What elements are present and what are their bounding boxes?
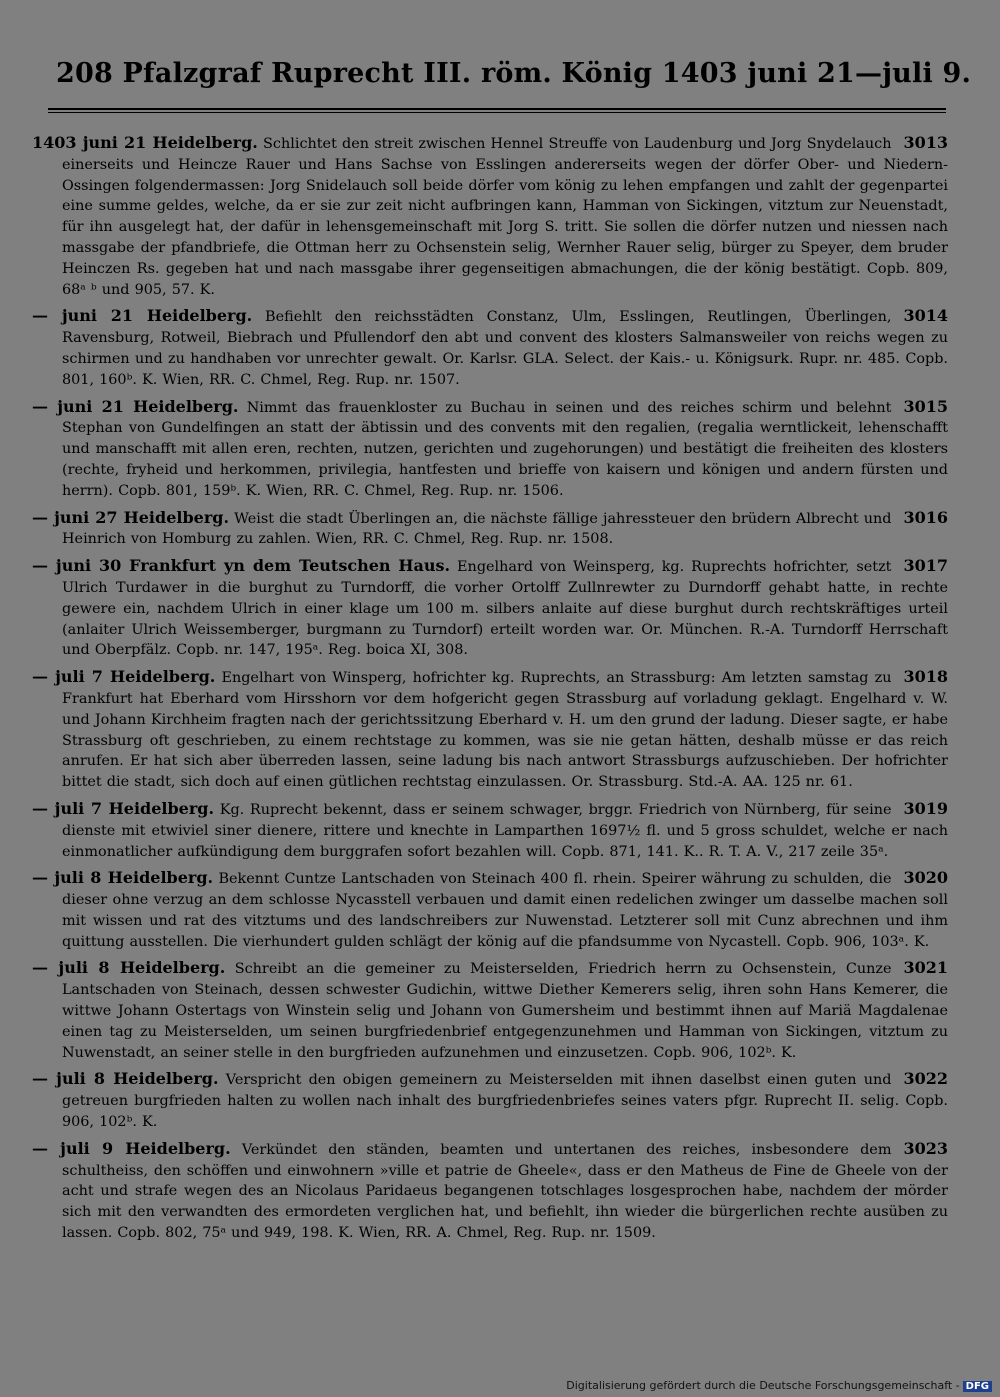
regest-text: Verspricht den obigen gemeinern zu Meisterselden mit ihnen daselbst einen guten und getreuen burgfrieden halten zu wollen nach inhalt des burgfriedenbriefes seines vaters pfgr. Ruprecht II. selig. Copb. 906, 102ᵇ. K. — [62, 1072, 948, 1131]
regest-date-place: — juli 8 Heidelberg. — [32, 958, 226, 978]
regest-number: 3018 — [903, 667, 948, 687]
regest-entry — [32, 556, 948, 661]
regest-number: 3019 — [903, 798, 948, 818]
regest-entry — [32, 799, 948, 862]
regest-number: 3013 — [903, 133, 948, 152]
regest-text: Befiehlt den reichsstädten Constanz, Ulm, Esslingen, Reutlingen, Überlingen, Ravensburg, Rotweil, Biebrach und Pfullendorf den abt und convent des klosters Salmansweiler von reichs wegen zu schirmen und zu handhaben vor unrechter gewalt. Or. Karlsr. GLA. Select. der Kais.- u. Königsurk. Rupr. nr. 485. Copb. 801, 160ᵇ. K. Wien, RR. C. Chmel, Reg. Rup. nr. 1507. — [62, 309, 948, 388]
regest-entry — [32, 1139, 948, 1244]
regest-text: Nimmt das frauenkloster zu Buchau in seinen und des reiches schirm und belehnt Stephan von Gundelfingen an statt der äbtissin und des convents mit den regalien, (regalia werntlickeit, lehenschafft und manschafft mit allen eren, rechten, nutzen, gerichten und zugehorungen) und bestätigt die freiheiten des klosters (rechte, fryheid und herkommen, privilegia, hantfesten und brieffe von kaisern und königen und andern fürsten und herrn). Copb. 801, 159ᵇ. K. Wien, RR. C. Chmel, Reg. Rup. nr. 1506. — [62, 399, 948, 499]
regest-number: 3015 — [903, 396, 948, 416]
regest-number: 3022 — [903, 1069, 948, 1089]
regest-date-place: — juli 8 Heidelberg. — [32, 1069, 219, 1089]
regest-date-place: — juni 21 Heidelberg. — [32, 396, 239, 416]
regest-date-place: — juli 7 Heidelberg. — [32, 798, 215, 818]
funding-note: Digitalisierung gefördert durch die Deutsche Forschungsgemeinschaft - — [566, 1379, 960, 1392]
regest-date-place: — juni 27 Heidelberg. — [32, 507, 230, 527]
regest-text: Schreibt an die gemeiner zu Meisterselden, Friedrich herrn zu Ochsenstein, Cunze Lantschaden von Steinach, dessen schwester Gudichin, wittwe Diether Kemerers selig, ihren sohn Hans Kemerer, die wittwe Johann Ostertags von Winstein selig und Johann von Gumersheim und bestimmt ihnen auf Mariä Magdalenae einen tag zu Meisterselden, um seinen burgfriedenbrief entgegenzunehmen und Hamman von Sickingen, vitztum zu Nuwenstadt, an seiner stelle in den burgfrieden aufzunehmen und einzusetzen. Copb. 906, 102ᵇ. K. — [62, 961, 948, 1061]
regest-number: 3023 — [903, 1138, 948, 1158]
regest-entry — [32, 397, 948, 502]
regest-text: Engelhart von Winsperg, hofrichter kg. Ruprechts, an Strassburg: Am letzten samstag zu Frankfurt hat Eberhard vom Hirsshorn vor dem hofgericht gegen Strassburg auf vorladung geklagt. Engelhard v. W. und Johann Kirchheim fragten nach der gerichtssitzung Eberhard v. H. um den grund der ladung. Dieser sagte, er habe Strassburg oft geschrieben, zu einem rechtstage zu kommen, was sie nie getan hätten, deshalb müsse er das reich anrufen. Er hat sich aber überreden lassen, seine ladung bis nach antwort Strassburgs aufzuschieben. Der hofrichter bittet die stadt, sich doch auf einen gütlichen rechtstag einzulassen. Or. Strassburg. Std.-A. AA. 125 nr. 61. — [62, 670, 948, 791]
regest-text: Engelhard von Weinsperg, kg. Ruprechts hofrichter, setzt Ulrich Turdawer in die burghut zu Turndorff, die vorher Ortolff Zullnrewter zu Durndorff gehabt hatte, in rechte gewere ein, nachdem Ulrich in einer klage um 100 m. silbers anlaite auf diese burghut durch rechtskräftiges urteil (anlaiter Ulrich Weissemberger, burgmann zu Turndorf) erteilt worden war. Or. München. R.-A. Turndorff Herrschaft und Oberpfälz. Copb. nr. 147, 195ᵃ. Reg. boica XI, 308. — [62, 559, 948, 659]
regest-text: Schlichtet den streit zwischen Hennel Streuffe von Laudenburg und Jorg Snydelauch einerseits und Heincze Rauer und Hans Sachse von Esslingen andererseits wegen der dörfer Ober- und Niedern-Ossingen folgendermassen: Jorg Snidelauch soll beide dörfer vom könig zu lehen empfangen und zahlt der gegenpartei eine summe geldes, welche, da er sie zur zeit nicht aufbringen kann, Hamman von Sickingen, vitztum zur Neuenstadt, für ihn ausgelegt hat, der dafür in lehensgemeinschaft mit Jorg S. tritt. Sie sollen die dörfer nutzen und niessen nach massgabe der pfandbriefe, die Ottman herr zu Ochsenstein selig, Wernher Rauer selig, bürger zu Speyer, dem bruder Heinczen Rs. gegeben hat und nach massgabe ihrer gegenseitigen abmachungen, die der könig bestätigt. Copb. 809, 68ᵃ ᵇ und 905, 57. K. — [62, 136, 948, 298]
regest-date-place: 1403 juni 21 Heidelberg. — [32, 133, 258, 152]
page-title: 208 Pfalzgraf Ruprecht III. röm. König 1403 juni 21—juli 9. — [56, 58, 972, 89]
regest-entry — [32, 1069, 948, 1132]
regest-entry — [32, 508, 948, 551]
regest-text: Verkündet den ständen, beamten und untertanen des reiches, insbesondere dem schultheiss, den schöffen und einwohnern »ville et patrie de Gheele«, dass er den Matheus de Fine de Gheele von der acht und strafe wegen des an Nicolaus Paridaeus begangenen totschlages losgesprochen habe, nachdem der mörder sich mit den verwandten des ermordeten verglichen hat, und befiehlt, ihn wieder die bürgerlichen rechte ausüben zu lassen. Copb. 802, 75ᵃ und 949, 198. K. Wien, RR. A. Chmel, Reg. Rup. nr. 1509. — [62, 1141, 948, 1242]
regest-number: 3016 — [903, 507, 948, 527]
regest-entry — [32, 868, 948, 952]
regest-number: 3020 — [903, 868, 948, 888]
regest-date-place: — juni 30 Frankfurt yn dem Teutschen Haus. — [32, 556, 451, 576]
regest-entry — [32, 958, 948, 1063]
regest-entry — [32, 667, 948, 793]
dfg-logo: DFG — [963, 1381, 992, 1392]
regest-text: Bekennt Cuntze Lantschaden von Steinach 400 fl. rhein. Speirer währung zu schulden, die dieser ohne verzug an dem schlosse Nycasstell verbauen und damit einen redelichen zwinger um dasselbe machen soll mit wissen und rat des vitztums und des landschreibers zur Nuwenstad. Letzterer soll mit Cunz abrechnen und ihm quittung ausstellen. Die vierhundert gulden schlägt der könig auf die pfandsumme von Nycastell. Copb. 906, 103ᵃ. K. — [62, 871, 948, 950]
regesta-list — [32, 133, 948, 1250]
regest-number: 3017 — [903, 556, 948, 576]
regest-text: Kg. Ruprecht bekennt, dass er seinem schwager, brggr. Friedrich von Nürnberg, für seine dienste mit etwiviel siner dienere, rittere und knechte in Lamparthen 1697½ fl. und 5 gross schuldet, welche er nach einmonatlicher aufkündigung dem burggrafen sofort bezahlen will. Copb. 871, 141. K.. R. T. A. V., 217 zeile 35ᵃ. — [62, 801, 948, 860]
regest-entry — [32, 133, 948, 300]
header-rule — [48, 108, 946, 113]
regest-number: 3021 — [903, 958, 948, 978]
regest-date-place: — juli 7 Heidelberg. — [32, 667, 216, 687]
funding-footer — [566, 1379, 992, 1392]
regest-date-place: — juni 21 Heidelberg. — [32, 306, 253, 326]
regest-date-place: — juli 8 Heidelberg. — [32, 868, 214, 888]
regest-text: Weist die stadt Überlingen an, die nächste fällige jahressteuer den brüdern Albrecht und Heinrich von Homburg zu zahlen. Wien, RR. C. Chmel, Reg. Rup. nr. 1508. — [62, 510, 892, 548]
regest-entry — [32, 306, 948, 390]
regest-date-place: — juli 9 Heidelberg. — [32, 1138, 231, 1158]
regest-number: 3014 — [903, 306, 948, 326]
